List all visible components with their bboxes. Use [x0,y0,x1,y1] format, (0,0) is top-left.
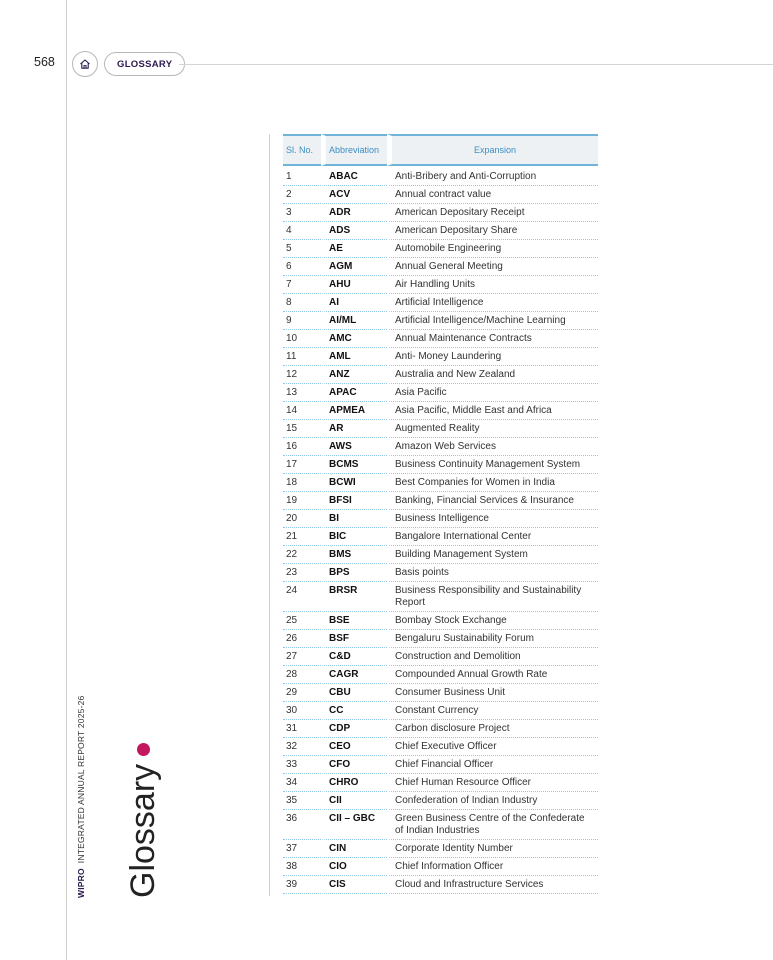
table-row [283,420,598,438]
table-row [283,258,598,276]
table-row [283,612,598,630]
row-expansion: Annual General Meeting [387,258,598,276]
row-number: 8 [283,294,321,312]
table-row [283,384,598,402]
table-row [283,684,598,702]
row-expansion: Compounded Annual Growth Rate [387,666,598,684]
table-row [283,366,598,384]
row-number: 25 [283,612,321,630]
row-number: 14 [283,402,321,420]
row-number: 2 [283,186,321,204]
row-expansion: Anti- Money Laundering [387,348,598,366]
row-expansion: Chief Information Officer [387,858,598,876]
row-number: 27 [283,648,321,666]
home-icon [79,58,91,70]
table-row [283,186,598,204]
table-header-row [283,134,598,166]
table-row [283,648,598,666]
row-abbreviation: APAC [321,384,387,402]
row-abbreviation: BMS [321,546,387,564]
row-expansion: Amazon Web Services [387,438,598,456]
row-abbreviation: CDP [321,720,387,738]
table-row [283,774,598,792]
row-number: 1 [283,168,321,186]
glossary-table [283,134,598,894]
table-row [283,276,598,294]
row-abbreviation: BSF [321,630,387,648]
row-abbreviation: AMC [321,330,387,348]
row-abbreviation: CIN [321,840,387,858]
row-abbreviation: AR [321,420,387,438]
row-number: 29 [283,684,321,702]
row-abbreviation: BSE [321,612,387,630]
row-expansion: Anti-Bribery and Anti-Corruption [387,168,598,186]
row-abbreviation: ABAC [321,168,387,186]
row-abbreviation: BIC [321,528,387,546]
header-expansion: Expansion [387,134,598,166]
table-row [283,528,598,546]
row-expansion: Business Continuity Management System [387,456,598,474]
row-abbreviation: CIS [321,876,387,894]
row-expansion: Consumer Business Unit [387,684,598,702]
row-number: 15 [283,420,321,438]
table-row [283,702,598,720]
row-number: 32 [283,738,321,756]
row-expansion: Artificial Intelligence/Machine Learning [387,312,598,330]
page-number: 568 [34,55,55,69]
table-row [283,792,598,810]
row-abbreviation: ACV [321,186,387,204]
table-row [283,312,598,330]
row-number: 33 [283,756,321,774]
row-number: 26 [283,630,321,648]
row-expansion: Green Business Centre of the Confederate of Indian Industries [387,810,598,840]
row-abbreviation: BPS [321,564,387,582]
row-expansion: Business Responsibility and Sustainability Report [387,582,598,612]
row-expansion: Annual contract value [387,186,598,204]
row-number: 37 [283,840,321,858]
table-row [283,666,598,684]
home-button[interactable] [72,51,98,77]
row-expansion: Air Handling Units [387,276,598,294]
row-number: 4 [283,222,321,240]
row-expansion: Best Companies for Women in India [387,474,598,492]
row-abbreviation: ADS [321,222,387,240]
accent-dot [137,743,150,756]
row-abbreviation: CC [321,702,387,720]
header-sl-no: Sl. No. [283,134,321,166]
row-abbreviation: AGM [321,258,387,276]
section-tab-glossary[interactable]: GLOSSARY [104,52,185,76]
row-abbreviation: ADR [321,204,387,222]
row-number: 31 [283,720,321,738]
row-abbreviation: BFSI [321,492,387,510]
row-abbreviation: AI [321,294,387,312]
row-number: 24 [283,582,321,612]
row-number: 35 [283,792,321,810]
row-expansion: Australia and New Zealand [387,366,598,384]
row-expansion: Corporate Identity Number [387,840,598,858]
row-expansion: Asia Pacific, Middle East and Africa [387,402,598,420]
table-row [283,222,598,240]
table-row [283,456,598,474]
table-row [283,582,598,612]
row-number: 7 [283,276,321,294]
row-number: 30 [283,702,321,720]
row-expansion: Constant Currency [387,702,598,720]
table-row [283,474,598,492]
table-row [283,630,598,648]
table-row [283,168,598,186]
table-row [283,756,598,774]
row-number: 5 [283,240,321,258]
row-expansion: Building Management System [387,546,598,564]
left-margin-rule [66,0,67,960]
section-title-text: Glossary [124,763,162,898]
row-expansion: Chief Financial Officer [387,756,598,774]
row-expansion: Asia Pacific [387,384,598,402]
row-number: 13 [283,384,321,402]
table-row [283,546,598,564]
row-number: 23 [283,564,321,582]
header-abbreviation: Abbreviation [321,134,387,166]
row-number: 3 [283,204,321,222]
table-row [283,720,598,738]
row-abbreviation: BCWI [321,474,387,492]
row-abbreviation: CAGR [321,666,387,684]
row-number: 11 [283,348,321,366]
report-title: INTEGRATED ANNUAL REPORT 2025-26 [76,695,86,864]
row-number: 22 [283,546,321,564]
section-title [125,743,161,898]
row-expansion: Chief Executive Officer [387,738,598,756]
row-expansion: Augmented Reality [387,420,598,438]
table-row [283,204,598,222]
table-row [283,492,598,510]
row-abbreviation: AML [321,348,387,366]
row-number: 18 [283,474,321,492]
row-abbreviation: CII – GBC [321,810,387,840]
row-expansion: Confederation of Indian Industry [387,792,598,810]
table-row [283,810,598,840]
table-row [283,876,598,894]
table-left-rule [269,134,270,896]
table-row [283,402,598,420]
row-expansion: American Depositary Share [387,222,598,240]
row-abbreviation: CHRO [321,774,387,792]
glossary-body [283,166,598,894]
row-number: 34 [283,774,321,792]
row-abbreviation: BI [321,510,387,528]
row-abbreviation: AHU [321,276,387,294]
row-number: 17 [283,456,321,474]
row-abbreviation: CFO [321,756,387,774]
header-divider [179,64,773,65]
row-abbreviation: BCMS [321,456,387,474]
table-row [283,294,598,312]
table-row [283,510,598,528]
row-expansion: Banking, Financial Services & Insurance [387,492,598,510]
row-expansion: Bombay Stock Exchange [387,612,598,630]
row-abbreviation: CII [321,792,387,810]
row-expansion: Artificial Intelligence [387,294,598,312]
table-row [283,858,598,876]
row-number: 9 [283,312,321,330]
row-expansion: Chief Human Resource Officer [387,774,598,792]
row-abbreviation: ANZ [321,366,387,384]
row-expansion: Annual Maintenance Contracts [387,330,598,348]
row-number: 38 [283,858,321,876]
row-number: 16 [283,438,321,456]
row-expansion: Basis points [387,564,598,582]
row-expansion: Carbon disclosure Project [387,720,598,738]
row-number: 19 [283,492,321,510]
row-abbreviation: CEO [321,738,387,756]
row-number: 10 [283,330,321,348]
row-expansion: Bengaluru Sustainability Forum [387,630,598,648]
row-expansion: Bangalore International Center [387,528,598,546]
row-abbreviation: AWS [321,438,387,456]
row-expansion: Automobile Engineering [387,240,598,258]
brand-logo-text: WIPRO [76,868,86,898]
row-abbreviation: APMEA [321,402,387,420]
table-row [283,564,598,582]
row-number: 36 [283,810,321,840]
row-abbreviation: BRSR [321,582,387,612]
row-number: 12 [283,366,321,384]
table-row [283,438,598,456]
row-expansion: Business Intelligence [387,510,598,528]
table-row [283,840,598,858]
row-abbreviation: AE [321,240,387,258]
row-number: 39 [283,876,321,894]
table-row [283,240,598,258]
row-abbreviation: CBU [321,684,387,702]
table-row [283,738,598,756]
report-footer [76,696,86,898]
row-expansion: Cloud and Infrastructure Services [387,876,598,894]
table-row [283,348,598,366]
row-expansion: American Depositary Receipt [387,204,598,222]
row-expansion: Construction and Demolition [387,648,598,666]
row-abbreviation: AI/ML [321,312,387,330]
row-abbreviation: CIO [321,858,387,876]
row-number: 6 [283,258,321,276]
row-number: 20 [283,510,321,528]
table-row [283,330,598,348]
row-abbreviation: C&D [321,648,387,666]
row-number: 28 [283,666,321,684]
row-number: 21 [283,528,321,546]
